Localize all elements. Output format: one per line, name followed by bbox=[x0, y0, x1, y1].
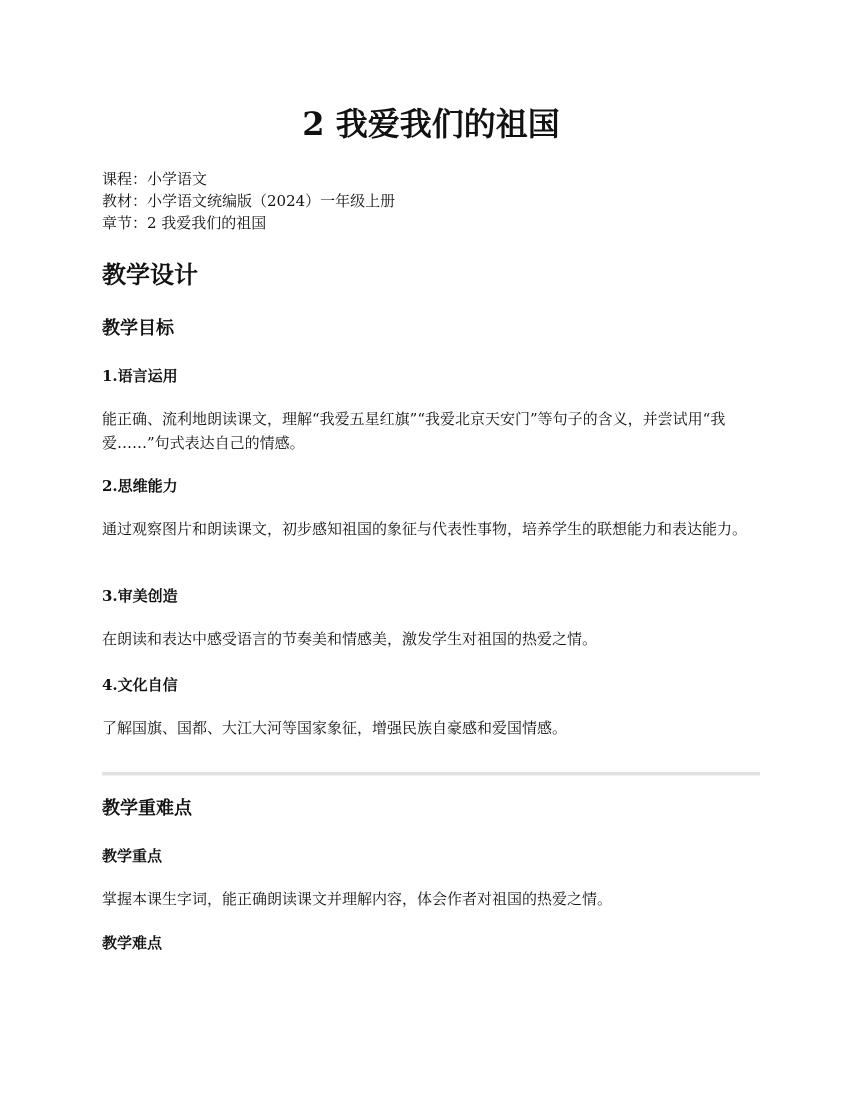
meta-course: 课程：小学语文 bbox=[102, 170, 208, 188]
key-difficulty-heading: 教学难点 bbox=[102, 934, 163, 952]
objective-heading-3: 3.审美创造 bbox=[102, 587, 178, 605]
section-heading-key-points: 教学重难点 bbox=[102, 798, 192, 819]
objective-text-2: 通过观察图片和朗读课文，初步感知祖国的象征与代表性事物，培养学生的联想能力和表达能力。 bbox=[102, 520, 748, 538]
key-focus-heading: 教学重点 bbox=[102, 847, 163, 865]
subsection-heading-objectives: 教学目标 bbox=[102, 318, 174, 339]
meta-chapter: 章节：2 我爱我们的祖国 bbox=[102, 214, 267, 232]
section-heading-design: 教学设计 bbox=[102, 260, 198, 289]
objective-text-4: 了解国旗、国都、大江大河等国家象征，增强民族自豪感和爱国情感。 bbox=[102, 719, 568, 737]
document-title: 2 我爱我们的祖国 bbox=[302, 105, 560, 143]
objective-heading-1: 1.语言运用 bbox=[102, 367, 178, 385]
objective-heading-4: 4.文化自信 bbox=[102, 676, 178, 694]
objective-heading-2: 2.思维能力 bbox=[102, 477, 178, 495]
meta-textbook: 教材：小学语文统编版（2024）一年级上册 bbox=[102, 192, 396, 210]
objective-text-3: 在朗读和表达中感受语言的节奏美和情感美，激发学生对祖国的热爱之情。 bbox=[102, 630, 598, 648]
section-divider bbox=[102, 772, 760, 776]
document-meta bbox=[102, 168, 395, 234]
key-focus-text: 掌握本课生字词，能正确朗读课文并理解内容，体会作者对祖国的热爱之情。 bbox=[102, 890, 613, 908]
objective-text-1: 能正确、流利地朗读课文，理解“我爱五星红旗”“我爱北京天安门”等句子的含义，并尝试用“我爱……”句式表达自己的情感。 bbox=[102, 410, 726, 452]
